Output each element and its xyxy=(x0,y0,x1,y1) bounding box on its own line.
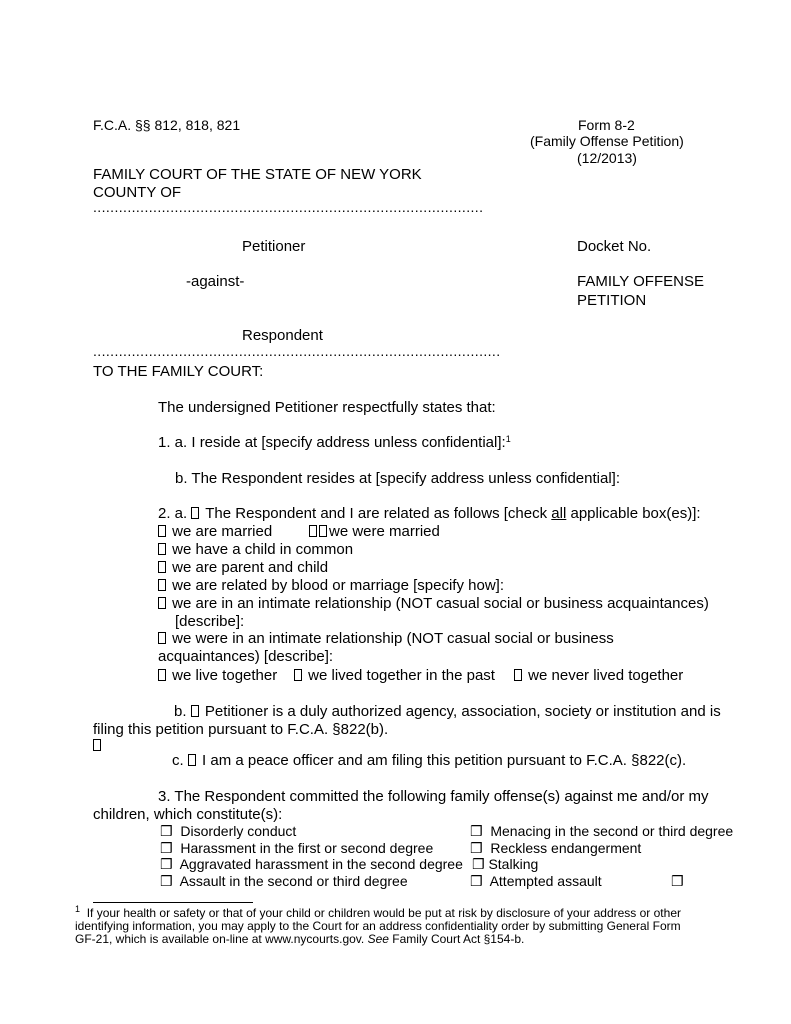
footnote-ref: 1 xyxy=(505,434,511,444)
offense-label: Reckless endangerment xyxy=(490,840,642,856)
checkbox[interactable]: ❒ xyxy=(470,841,483,857)
footnote-separator xyxy=(93,902,253,903)
offense-assault xyxy=(160,873,408,890)
paragraph-2b-prefix: b. xyxy=(174,703,187,720)
petition-title-1: FAMILY OFFENSE xyxy=(577,273,704,290)
docket-label: Docket No. xyxy=(577,238,652,255)
paragraph-2b-cont: filing this petition pursuant to F.C.A. §822(b). xyxy=(93,721,389,738)
offense-menacing xyxy=(470,823,733,840)
paragraph-1b: b. The Respondent resides at [specify address unless confidential]: xyxy=(175,470,620,487)
paragraph-3-cont: children, which constitute(s): xyxy=(93,806,283,823)
checkbox[interactable] xyxy=(158,525,166,537)
paragraph-2b-text: Petitioner is a duly authorized agency, association, society or institution and is xyxy=(200,703,721,720)
paragraph-2c-prefix: c. xyxy=(172,752,184,769)
option-label: we have a child in common xyxy=(168,541,354,558)
checkbox[interactable] xyxy=(294,669,302,681)
form-name: (Family Offense Petition) xyxy=(530,133,684,149)
respondent-label: Respondent xyxy=(242,327,323,344)
to-family-court: TO THE FAMILY COURT: xyxy=(93,363,264,380)
checkbox[interactable] xyxy=(158,669,166,681)
relationship-parent xyxy=(158,559,328,576)
offense-extra-checkbox xyxy=(671,873,684,890)
relationship-live-together xyxy=(158,667,277,684)
dotted-line: ............................................................................................... xyxy=(93,343,501,359)
offense-label: Aggravated harassment in the second degree xyxy=(179,856,463,872)
offense-label: Menacing in the second or third degree xyxy=(490,823,734,839)
paragraph-2a-suffix: applicable box(es)]: xyxy=(566,505,701,522)
footnote-line-2: identifying information, you may apply to the Court for an address confidentiality order by submitting General Form xyxy=(75,919,681,933)
footnote-see: See xyxy=(367,932,389,946)
paragraph-1a xyxy=(158,434,511,451)
option-label: we are married xyxy=(168,523,273,540)
checkbox[interactable]: ❒ xyxy=(671,874,684,890)
checkbox[interactable] xyxy=(188,754,196,766)
paragraph-2a-prefix: 2. a. xyxy=(158,505,188,522)
relationship-intimate xyxy=(158,595,709,612)
relationship-blood xyxy=(158,577,504,594)
offense-harassment xyxy=(160,840,433,857)
relationship-were-intimate-2: acquaintances) [describe]: xyxy=(158,648,334,665)
paragraph-2c xyxy=(172,752,686,769)
footnote-text: Family Court Act §154-b. xyxy=(388,932,525,946)
option-label: we never lived together xyxy=(524,667,684,684)
county-label: COUNTY OF xyxy=(93,184,182,201)
footnote-line-3 xyxy=(75,933,524,947)
checkbox[interactable] xyxy=(191,507,199,519)
relationship-intimate-describe: [describe]: xyxy=(175,613,245,630)
footnote-text: GF-21, which is available on-line at www.nycourts.gov. xyxy=(75,932,368,946)
offense-label: Disorderly conduct xyxy=(180,823,297,839)
option-label: we were in an intimate relationship (NOT casual social or business xyxy=(168,630,614,647)
relationship-child xyxy=(158,541,353,558)
against-label: -against- xyxy=(186,273,245,290)
offense-aggravated-harassment xyxy=(160,856,463,873)
paragraph-2a xyxy=(158,505,701,522)
court-name: FAMILY COURT OF THE STATE OF NEW YORK xyxy=(93,166,422,183)
petition-title-2: PETITION xyxy=(577,292,647,309)
stray-checkbox xyxy=(93,737,103,754)
form-number: Form 8-2 xyxy=(578,117,635,133)
checkbox[interactable]: ❒ xyxy=(160,824,173,840)
dotted-line: ........................................................................................... xyxy=(93,199,484,215)
offense-label: Harassment in the first or second degree xyxy=(180,840,434,856)
paragraph-2a-all: all xyxy=(551,505,567,522)
checkbox[interactable] xyxy=(158,597,166,609)
relationship-were-married xyxy=(309,523,440,540)
checkbox[interactable] xyxy=(309,525,317,537)
relationship-were-intimate xyxy=(158,630,614,647)
checkbox[interactable] xyxy=(93,739,101,751)
option-label: we are related by blood or marriage [specify how]: xyxy=(168,577,504,594)
option-label: we lived together in the past xyxy=(304,667,495,684)
option-label: we are parent and child xyxy=(168,559,329,576)
offense-attempted-assault xyxy=(470,873,602,890)
paragraph-1a-text: 1. a. I reside at [specify address unless confidential]: xyxy=(158,434,506,451)
offense-label: Assault in the second or third degree xyxy=(179,873,408,889)
statute-citation: F.C.A. §§ 812, 818, 821 xyxy=(93,117,241,133)
paragraph-3: 3. The Respondent committed the following family offense(s) against me and/or my xyxy=(158,788,709,805)
relationship-married xyxy=(158,523,272,540)
checkbox[interactable] xyxy=(191,705,199,717)
checkbox[interactable] xyxy=(158,561,166,573)
paragraph-2b xyxy=(174,703,721,720)
form-date: (12/2013) xyxy=(577,150,637,166)
checkbox[interactable]: ❒ xyxy=(470,874,483,890)
option-label: we were married xyxy=(329,523,440,540)
checkbox[interactable] xyxy=(158,543,166,555)
petitioner-label: Petitioner xyxy=(242,238,306,255)
checkbox[interactable]: ❒ xyxy=(160,841,173,857)
option-label: we are in an intimate relationship (NOT casual social or business acquaintances) xyxy=(168,595,709,612)
offense-reckless-endangerment xyxy=(470,840,641,857)
relationship-lived-together xyxy=(294,667,495,684)
offense-stalking xyxy=(472,856,538,873)
checkbox[interactable] xyxy=(319,525,327,537)
checkbox[interactable] xyxy=(514,669,522,681)
checkbox[interactable]: ❒ xyxy=(160,874,173,890)
relationship-never-lived xyxy=(514,667,683,684)
offense-label: Attempted assault xyxy=(489,873,602,889)
offense-disorderly-conduct xyxy=(160,823,296,840)
checkbox[interactable]: ❒ xyxy=(470,824,483,840)
checkbox[interactable]: ❒ xyxy=(160,857,173,873)
paragraph-2c-text: I am a peace officer and am filing this petition pursuant to F.C.A. §822(c). xyxy=(197,752,687,769)
checkbox[interactable]: ❒ xyxy=(472,857,485,873)
checkbox[interactable] xyxy=(158,632,166,644)
offense-label: Stalking xyxy=(488,856,539,872)
intro-paragraph: The undersigned Petitioner respectfully states that: xyxy=(158,399,496,416)
footnote-mark: 1 xyxy=(75,904,81,914)
paragraph-2a-text: The Respondent and I are related as follows [check xyxy=(201,505,552,522)
option-label: we live together xyxy=(168,667,278,684)
footnote-text: If your health or safety or that of your child or children would be put at risk by disclosure of your address or other xyxy=(86,906,681,920)
checkbox[interactable] xyxy=(158,579,166,591)
